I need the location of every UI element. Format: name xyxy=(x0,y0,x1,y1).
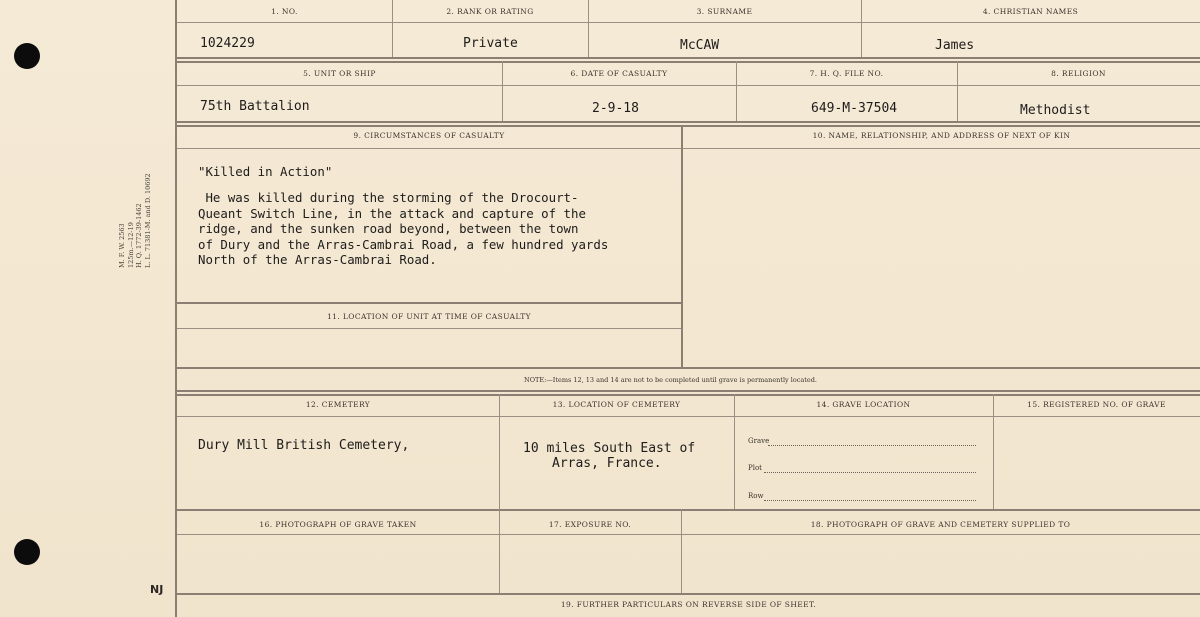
header-hq-file: 7. H. Q. FILE NO. xyxy=(809,69,884,78)
corner-mark: NJ xyxy=(150,583,164,596)
christian-names-value: James xyxy=(935,38,975,53)
cemetery-location-line2: Arras, France. xyxy=(552,456,662,471)
casualty-card: M. F. W. 2563 125m.—12-19 H. Q. 1772-39-1462 L. L. 71381-M. and D. 10692 NJ 1. NO. 2. RANK OR RATING 3. SURNAME 4. CHRISTIAN NAMES 1024229 Private McCAW James 5. UNIT OR SHIP 6. DATE OF CASUALTY 7. H. Q. FILE NO. 8. RELIGION 75th Battalion 2-9-18 649-M-37504 Methodist 9. CIRCUMSTANCES OF CASUALTY 10. NAME, RELATIONSHIP, AND ADDRESS OF NEXT OF KIN "Killed in Action" He was killed during the storming of the Drocourt- Queant Switch Line, in the attack and capture of the ridge, and the sunken road beyond, between the town of Dury and the Arras-Cambrai Road, a few hundred yards North of the Arras-Cambrai Road. 11. LOCATION OF UNIT AT TIME OF CASUALTY NOTE:—Items 12, 13 and 14 are not to be completed until grave is permanently located. 12. CEMETERY 13. LOCATION OF CEMETERY 14. GRAVE LOCATION 15. REGISTERED NO. OF GRAVE Dury Mill British Cemetery, 10 miles South East of Arras, France. Grave Plot Row 16. PHOTOGRAPH OF GRAVE TAKEN 17. EXPOSURE NO. 18. PHOTOGRAPH OF GRAVE AND CEMETERY SUPPLIED TO 19. FURTHER PARTICULARS ON REVERSE SIDE OF SHEET. xyxy=(0,0,1200,617)
hq-file-value: 649-M-37504 xyxy=(811,101,898,116)
row-field-label: Row xyxy=(748,492,764,500)
header-further-particulars: 19. FURTHER PARTICULARS ON REVERSE SIDE OF SHEET. xyxy=(560,600,817,609)
religion-value: Methodist xyxy=(1020,103,1091,118)
header-christian-names: 4. CHRISTIAN NAMES xyxy=(982,7,1079,16)
header-unit: 5. UNIT OR SHIP xyxy=(303,69,376,78)
header-date: 6. DATE OF CASUALTY xyxy=(570,69,668,78)
date-value: 2-9-18 xyxy=(592,101,639,116)
header-circumstances: 9. CIRCUMSTANCES OF CASUALTY xyxy=(353,131,505,140)
binder-hole-top xyxy=(14,43,40,69)
cemetery-value: Dury Mill British Cemetery, xyxy=(198,438,410,453)
circumstances-title: "Killed in Action" xyxy=(198,164,333,179)
rank-value: Private xyxy=(463,36,518,51)
header-photo-taken: 16. PHOTOGRAPH OF GRAVE TAKEN xyxy=(259,520,417,529)
cemetery-location-line1: 10 miles South East of xyxy=(523,441,696,456)
header-cemetery: 12. CEMETERY xyxy=(305,400,371,409)
header-location-of-unit: 11. LOCATION OF UNIT AT TIME OF CASUALTY xyxy=(327,312,531,321)
completion-note: NOTE:—Items 12, 13 and 14 are not to be completed until grave is permanently located. xyxy=(524,376,817,384)
header-religion: 8. RELIGION xyxy=(1051,69,1106,78)
header-no: 1. NO. xyxy=(271,7,298,16)
service-number: 1024229 xyxy=(200,36,255,51)
header-registered-no: 15. REGISTERED NO. OF GRAVE xyxy=(1027,400,1166,409)
header-cemetery-location: 13. LOCATION OF CEMETERY xyxy=(552,400,681,409)
header-rank: 2. RANK OR RATING xyxy=(446,7,534,16)
binder-hole-bottom xyxy=(14,539,40,565)
header-photo-supplied: 18. PHOTOGRAPH OF GRAVE AND CEMETERY SUPPLIED TO xyxy=(810,520,1071,529)
header-grave-location: 14. GRAVE LOCATION xyxy=(816,400,911,409)
unit-value: 75th Battalion xyxy=(200,99,310,114)
surname-value: McCAW xyxy=(680,38,720,53)
grave-field-label: Grave xyxy=(748,437,770,445)
header-next-of-kin: 10. NAME, RELATIONSHIP, AND ADDRESS OF NEXT OF KIN xyxy=(812,131,1071,140)
header-exposure-no: 17. EXPOSURE NO. xyxy=(548,520,632,529)
header-surname: 3. SURNAME xyxy=(696,7,753,16)
form-print-codes: M. F. W. 2563 125m.—12-19 H. Q. 1772-39-1462 L. L. 71381-M. and D. 10692 xyxy=(118,173,152,268)
plot-field-label: Plot xyxy=(748,464,762,472)
